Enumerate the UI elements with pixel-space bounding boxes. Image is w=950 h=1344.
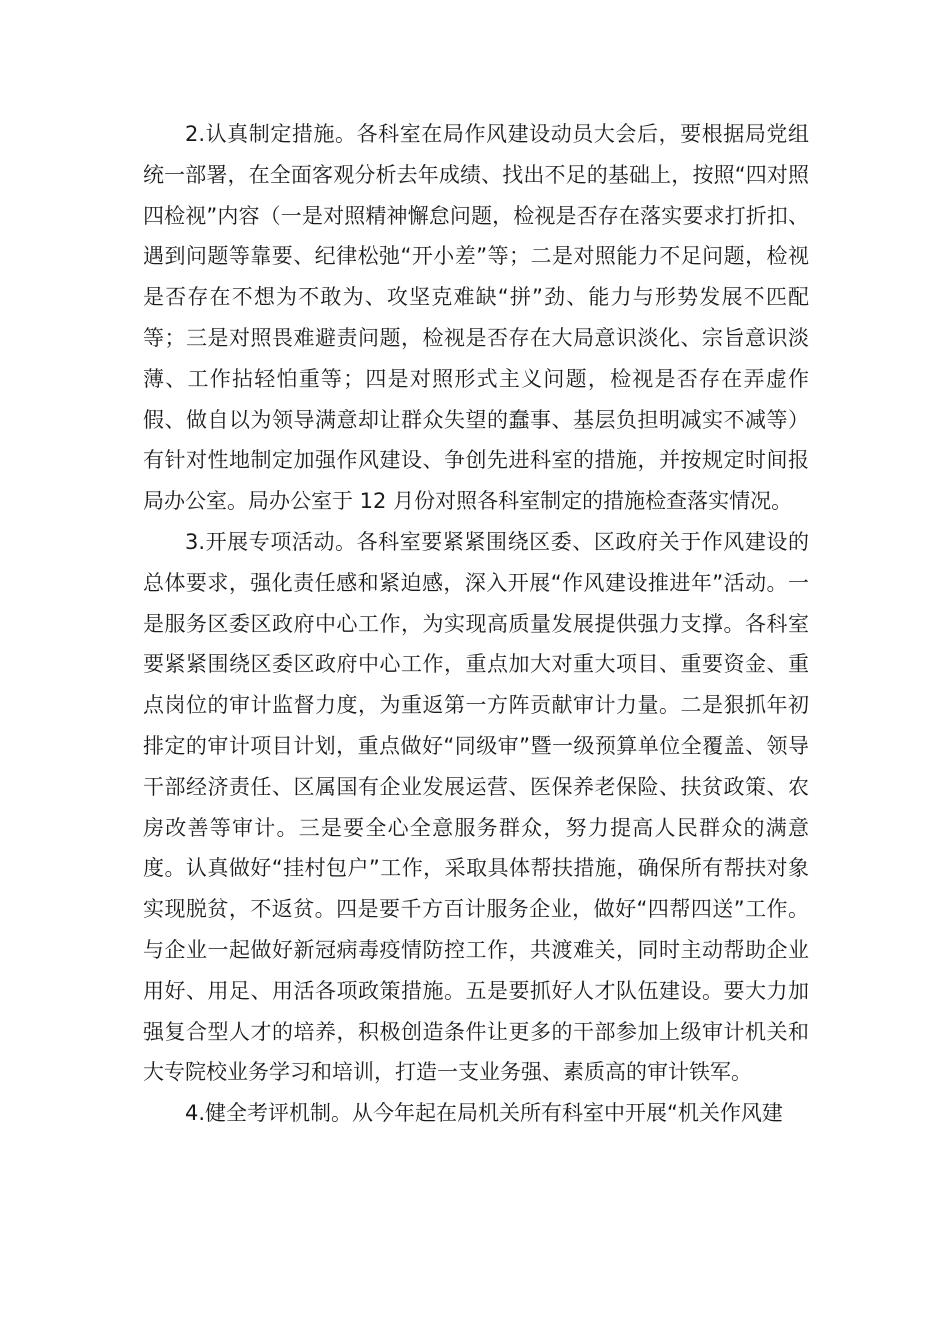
paragraph-special-activities: 3.开展专项活动。各科室要紧紧围绕区委、区政府关于作风建设的总体要求，强化责任感和紧迫感，深入开展“作风建设推进年”活动。一是服务区委区政府中心工作，为实现高质量发展提供强力支撑。各科室要紧紧围绕区委区政府中心工作，重点加大对重大项目、重要资金、重点岗位的审计监督力度，为重返第一方阵贡献审计力量。二是狠抓年初排定的审计项目计划，重点做好“同级审”暨一级预算单位全覆盖、领导干部经济责任、区属国有企业发展运营、医保养老保险、扶贫政策、农房改善等审计。三是要全心全意服务群众，努力提高人民群众的满意度。认真做好“挂村包户”工作，采取具体帮扶措施，确保所有帮扶对象实现脱贫，不返贫。四是要千方百计服务企业，做好“四帮四送”工作。与企业一起做好新冠病毒疫情防控工作，共渡难关，同时主动帮助企业用好、用足、用活各项政策措施。五是要抓好人才队伍建设。要大力加强复合型人才的培养，积极创造条件让更多的干部参加上级审计机关和大专院校业务学习和培训，打造一支业务强、素质高的审计铁军。: [143, 529, 809, 1085]
document-body: [143, 114, 809, 1134]
paragraph-evaluation-mechanism: 4.健全考评机制。从今年起在局机关所有科室中开展“机关作风建: [185, 1101, 783, 1126]
paragraph-measures: 2.认真制定措施。各科室在局作风建设动员大会后，要根据局党组统一部署，在全面客观分析去年成绩、找出不足的基础上，按照“四对照四检视”内容（一是对照精神懈怠问题，检视是否存在落实要求打折扣、遇到问题等靠要、纪律松弛“开小差”等；二是对照能力不足问题，检视是否存在不想为不敢为、攻坚克难缺“拼”劲、能力与形势发展不匹配等；三是对照畏难避责问题，检视是否存在大局意识淡化、宗旨意识淡薄、工作拈轻怕重等；四是对照形式主义问题，检视是否存在弄虚作假、做自以为领导满意却让群众失望的蠢事、基层负担明减实不减等）有针对性地制定加强作风建设、争创先进科室的措施，并按规定时间报局办公室。局办公室于 12 月份对照各科室制定的措施检查落实情况。: [143, 122, 809, 514]
